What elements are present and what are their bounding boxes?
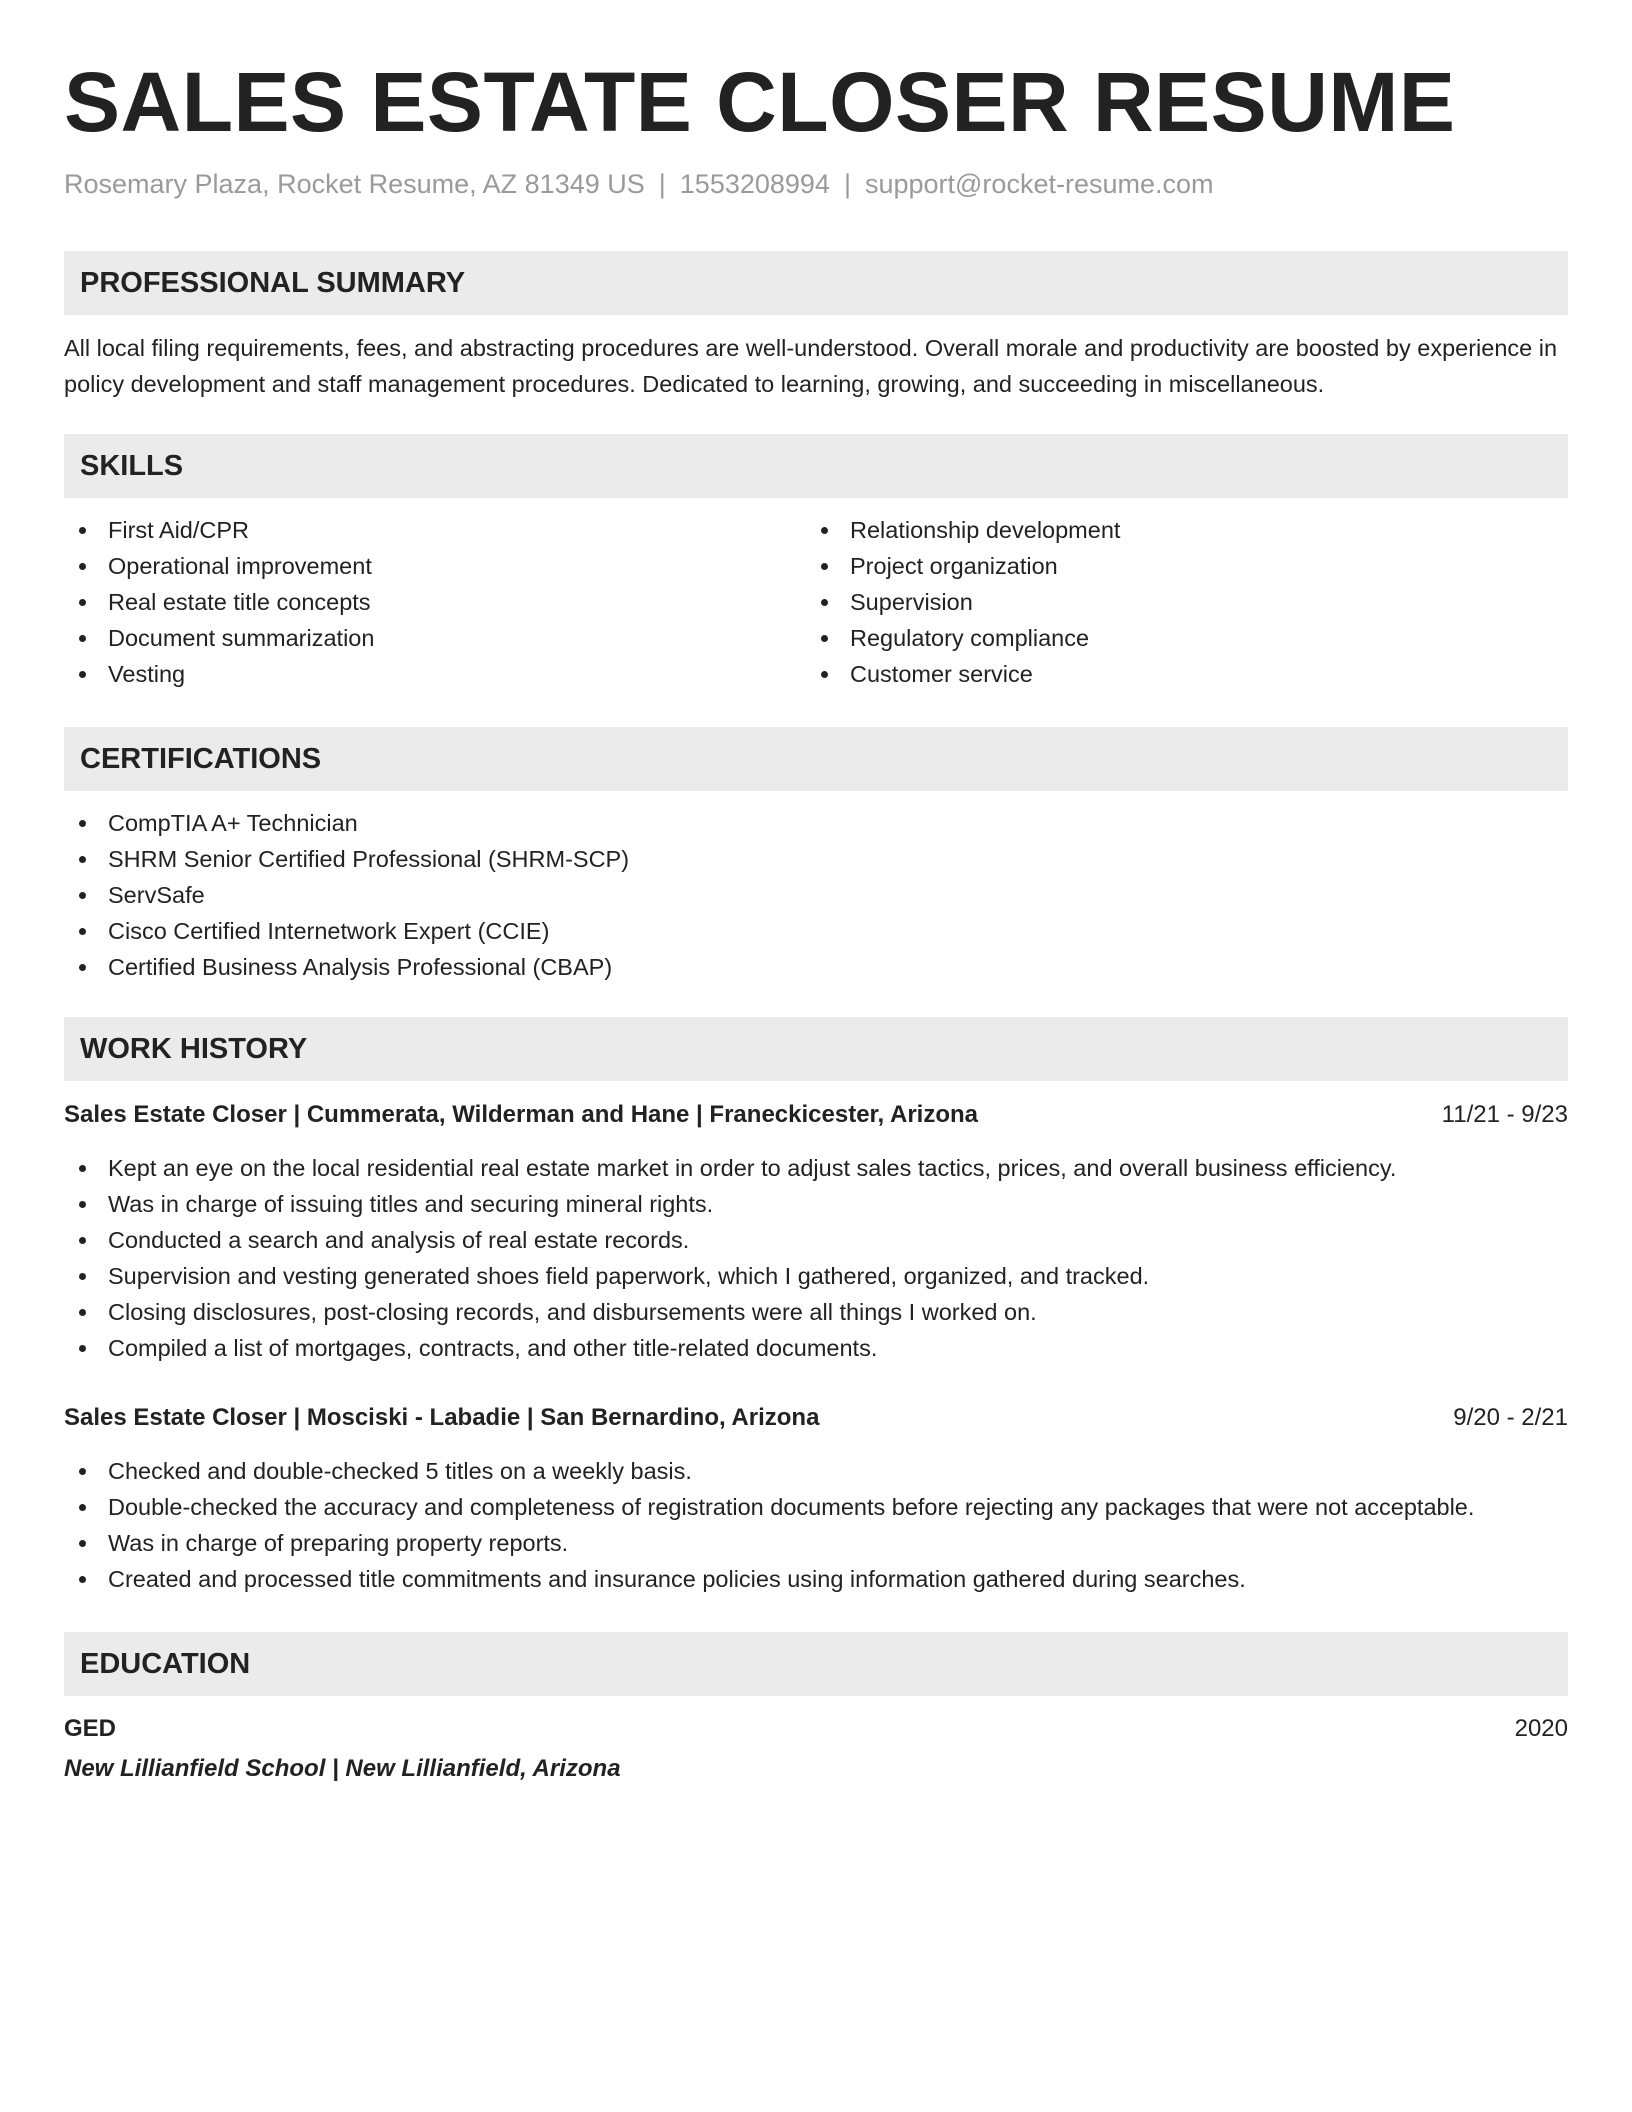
contact-separator: | [843,169,851,199]
education-degree: GED [64,1715,117,1742]
skill-item: Supervision [806,584,1120,620]
certifications-section-header [64,727,1568,791]
contact-email: support@rocket-resume.com [864,169,1214,199]
job-duty: Supervision and vesting generated shoes field paperwork, which I gathered, organized, and tracked. [64,1258,1396,1294]
job-duty: Was in charge of issuing titles and securing mineral rights. [64,1186,1396,1222]
skills-list-right [806,512,1120,692]
education-header [64,1711,1568,1747]
education-section-header [64,1632,1568,1696]
certifications-heading: CERTIFICATIONS [80,743,322,775]
job-title: Sales Estate Closer | Mosciski - Labadie | San Bernardino, Arizona [64,1404,820,1431]
certification-item: CompTIA A+ Technician [64,805,629,841]
skill-item: Operational improvement [64,548,374,584]
summary-heading: PROFESSIONAL SUMMARY [80,267,466,299]
contact-separator: | [658,169,666,199]
skill-item: Vesting [64,656,374,692]
contact-phone: 1553208994 [679,169,830,199]
contact-address: Rosemary Plaza, Rocket Resume, AZ 81349 US [64,169,645,199]
skills-section-header [64,434,1568,498]
skill-item: Regulatory compliance [806,620,1120,656]
certification-item: SHRM Senior Certified Professional (SHRM-SCP) [64,841,629,877]
education-year: 2020 [1514,1715,1568,1742]
summary-section-header [64,251,1568,315]
work-section-header [64,1017,1568,1081]
skill-item: Real estate title concepts [64,584,374,620]
summary-text: All local filing requirements, fees, and abstracting procedures are well-understood. Overall morale and productivity are boosted by experience in policy development and staff management procedures. Dedicated to learning, growing, and succeeding in miscellaneous. [64,335,1558,397]
contact-line [64,166,1214,202]
skill-item: Customer service [806,656,1120,692]
job-duties-list [64,1453,1474,1597]
skill-item: Document summarization [64,620,374,656]
education-school: New Lillianfield School | New Lillianfield, Arizona [64,1755,621,1782]
job-header [64,1097,1568,1133]
resume-title: SALES ESTATE CLOSER RESUME [64,55,1456,149]
certification-item: Certified Business Analysis Professional (CBAP) [64,949,629,985]
skill-item: First Aid/CPR [64,512,374,548]
job-duty: Conducted a search and analysis of real estate records. [64,1222,1396,1258]
work-heading: WORK HISTORY [80,1033,308,1065]
job-duty: Compiled a list of mortgages, contracts, and other title-related documents. [64,1330,1396,1366]
job-duty: Was in charge of preparing property reports. [64,1525,1474,1561]
job-dates: 11/21 - 9/23 [1441,1101,1568,1128]
job-duties-list [64,1150,1396,1366]
job-header [64,1400,1568,1436]
certifications-list [64,805,629,985]
skills-list-left [64,512,374,692]
skills-heading: SKILLS [80,450,184,482]
skill-item: Project organization [806,548,1120,584]
job-title: Sales Estate Closer | Cummerata, Wilderman and Hane | Franeckicester, Arizona [64,1101,979,1128]
job-dates: 9/20 - 2/21 [1453,1404,1568,1431]
certification-item: Cisco Certified Internetwork Expert (CCIE) [64,913,629,949]
job-duty: Created and processed title commitments and insurance policies using information gathered during searches. [64,1561,1474,1597]
job-duty: Double-checked the accuracy and completeness of registration documents before rejecting any packages that were not acceptable. [64,1489,1474,1525]
job-duty: Kept an eye on the local residential real estate market in order to adjust sales tactics, prices, and overall business efficiency. [64,1150,1396,1186]
certification-item: ServSafe [64,877,629,913]
skill-item: Relationship development [806,512,1120,548]
job-duty: Closing disclosures, post-closing records, and disbursements were all things I worked on. [64,1294,1396,1330]
job-duty: Checked and double-checked 5 titles on a weekly basis. [64,1453,1474,1489]
education-heading: EDUCATION [80,1648,251,1680]
